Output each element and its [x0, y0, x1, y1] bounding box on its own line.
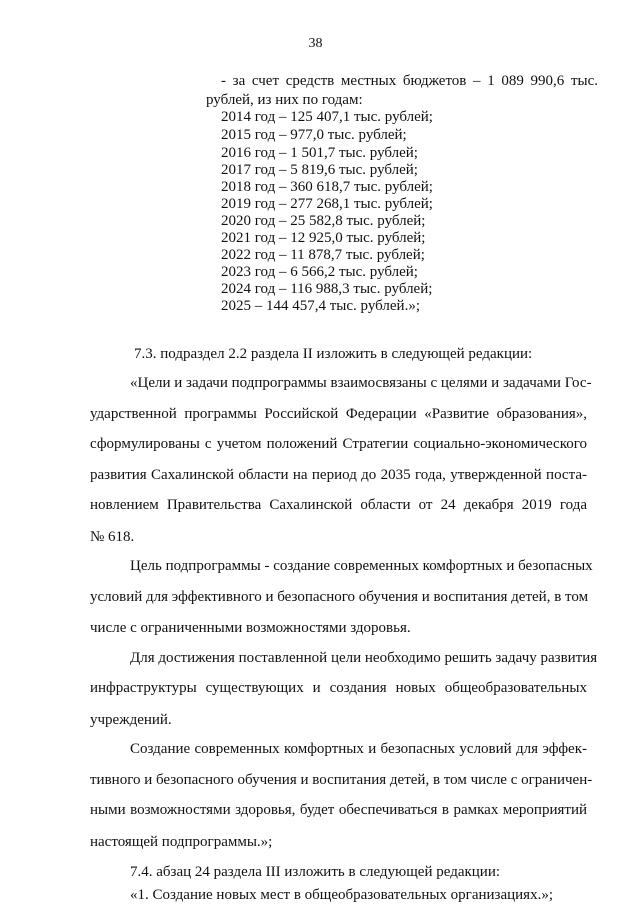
task-paragraph-line: Для достижения поставленной цели необходимо решить задачу развития	[130, 650, 598, 666]
year-line: 2018 год – 360 618,7 тыс. рублей;	[221, 179, 433, 195]
year-line: 2015 год – 977,0 тыс. рублей;	[221, 127, 407, 143]
goals-paragraph-line: развития Сахалинской области на период до 2035 года, утвержденной поста-	[90, 467, 587, 483]
task-paragraph-line: инфраструктуры существующих и создания новых общеобразовательных	[90, 680, 587, 696]
conditions-paragraph-line: тивного и безопасного обучения и воспитания детей, в том числе с ограничен-	[90, 772, 593, 788]
aim-paragraph-line: Цель подпрограммы - создание современных комфортных и безопасных	[130, 558, 593, 574]
goals-paragraph-line: новлением Правительства Сахалинской области от 24 декабря 2019 года	[90, 497, 587, 513]
year-line: 2016 год – 1 501,7 тыс. рублей;	[221, 145, 418, 161]
year-line: 2022 год – 11 878,7 тыс. рублей;	[221, 247, 425, 263]
page-number: 38	[308, 36, 323, 51]
funding-intro-line-1: - за счет средств местных бюджетов – 1 089 990,6 тыс.	[221, 73, 598, 89]
conditions-paragraph-line: Создание современных комфортных и безопасных условий для эффек-	[130, 741, 587, 757]
section-7-4-text: «1. Создание новых мест в общеобразовательных организациях.»;	[130, 887, 554, 903]
year-line: 2020 год – 25 582,8 тыс. рублей;	[221, 213, 426, 229]
year-line: 2023 год – 6 566,2 тыс. рублей;	[221, 264, 418, 280]
section-7-3-heading: 7.3. подраздел 2.2 раздела II изложить в следующей редакции:	[134, 346, 533, 362]
goals-paragraph-line: сформулированы с учетом положений Стратегии социально-экономического	[90, 436, 587, 452]
year-line: 2019 год – 277 268,1 тыс. рублей;	[221, 196, 433, 212]
year-line: 2014 год – 125 407,1 тыс. рублей;	[221, 109, 433, 125]
goals-paragraph-line: «Цели и задачи подпрограммы взаимосвязаны с целями и задачами Гос-	[130, 375, 592, 391]
year-line: 2025 – 144 457,4 тыс. рублей.»;	[221, 298, 420, 314]
funding-intro-line-2: рублей, из них по годам:	[206, 92, 363, 108]
aim-paragraph-line: числе с ограниченными возможностями здоровья.	[90, 620, 411, 636]
conditions-paragraph-line: ными возможностями здоровья, будет обеспечиваться в рамках мероприятий	[90, 802, 587, 818]
section-7-4-heading: 7.4. абзац 24 раздела III изложить в следующей редакции:	[130, 864, 501, 880]
year-line: 2017 год – 5 819,6 тыс. рублей;	[221, 162, 418, 178]
year-line: 2024 год – 116 988,3 тыс. рублей;	[221, 281, 433, 297]
task-paragraph-line: учреждений.	[90, 712, 172, 728]
conditions-paragraph-line: настоящей подпрограммы.»;	[90, 834, 273, 850]
goals-paragraph-line: № 618.	[90, 529, 135, 545]
year-line: 2021 год – 12 925,0 тыс. рублей;	[221, 230, 426, 246]
goals-paragraph-line: ударственной программы Российской Федерации «Развитие образования»,	[90, 406, 587, 422]
aim-paragraph-line: условий для эффективного и безопасного обучения и воспитания детей, в том	[90, 589, 589, 605]
